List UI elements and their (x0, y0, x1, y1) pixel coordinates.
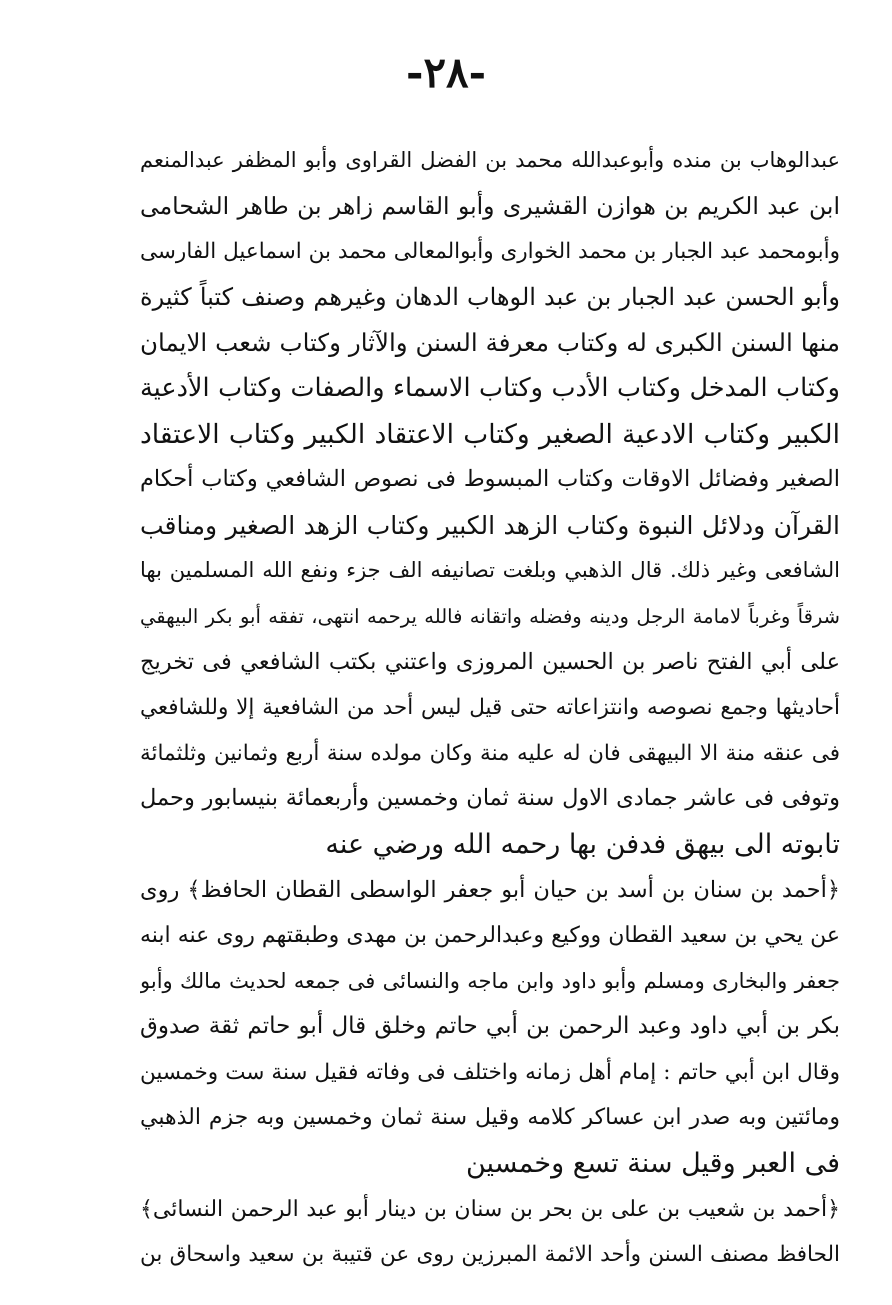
body-text (140, 138, 840, 1278)
text-line: وكتاب المدخل وكتاب الأدب وكتاب الاسماء والصفات وكتاب الأدعية (140, 372, 840, 403)
text-line: الصغير وفضائل الاوقات وكتاب المبسوط فى نصوص الشافعي وكتاب أحكام (140, 466, 840, 493)
text-line: الحافظ مصنف السنن وأحد الائمة المبرزين روى عن قتيبة بن سعيد واسحاق بن (140, 1242, 840, 1268)
text-line: ومائتين وبه صدر ابن عساكر كلامه وقيل سنة ثمان وخمسين وبه جزم الذهبي (140, 1105, 840, 1131)
text-line: وأبومحمد عبد الجبار بن محمد الخوارى وأبوالمعالى محمد بن اسماعيل الفارسى (140, 239, 840, 265)
text-line: الشافعى وغير ذلك. قال الذهبي وبلغت تصانيفه الف جزء ونفع الله المسلمين بها (140, 558, 840, 583)
text-line: ابن عبد الكريم بن هوازن القشيرى وأبو القاسم زاهر بن طاهر الشحامى (140, 191, 840, 220)
text-line: وتوفى فى عاشر جمادى الاول سنة ثمان وخمسين وأربعمائة بنيسابور وحمل (140, 785, 840, 812)
text-line: عن يحي بن سعيد القطان ووكيع وعبدالرحمن بن مهدى وطبقتهم روى عنه ابنه (140, 923, 840, 949)
entry-heading-line: ﴿أحمد بن سنان بن أسد بن حيان أبو جعفر الواسطى القطان الحافظ﴾ روى (140, 876, 840, 903)
text-line: منها السنن الكبرى له وكتاب معرفة السنن والآثار وكتاب شعب الايمان (140, 328, 840, 358)
text-line: بكر بن أبي داود وعبد الرحمن بن أبي حاتم وخلق قال أبو حاتم ثقة صدوق (140, 1013, 840, 1040)
entry-heading-line: ﴿أحمد بن شعيب بن على بن بحر بن سنان بن دينار أبو عبد الرحمن النسائى﴾ (140, 1196, 840, 1222)
text-line: عبدالوهاب بن منده وأبوعبدالله محمد بن الفضل القراوى وأبو المظفر عبدالمنعم (140, 148, 840, 172)
text-line: الكبير وكتاب الادعية الصغير وكتاب الاعتقاد الكبير وكتاب الاعتقاد (140, 418, 840, 450)
text-line: القرآن ودلائل النبوة وكتاب الزهد الكبير وكتاب الزهد الصغير ومناقب (140, 510, 840, 540)
text-line: وأبو الحسن عبد الجبار بن عبد الوهاب الدهان وغيرهم وصنف كتباً كثيرة (140, 282, 840, 311)
text-line: جعفر والبخارى ومسلم وأبو داود وابن ماجه والنسائى فى جمعه لحديث مالك وأبو (140, 968, 840, 993)
text-line: أحاديثها وجمع نصوصه وانتزاعاته حتى قيل ليس أحد من الشافعية إلا وللشافعي (140, 695, 840, 721)
page-number: -٢٨- (406, 48, 486, 97)
text-line: فى عنقه منة الا البيهقى فان له عليه منة وكان مولده سنة أربع وثمانين وثلثمائة (140, 740, 840, 766)
text-line: وقال ابن أبي حاتم : إمام أهل زمانه واختلف فى وفاته فقيل سنة ست وخمسين (140, 1059, 840, 1085)
text-line: فى العبر وقيل سنة تسع وخمسين (465, 1148, 840, 1180)
text-line: شرقاً وغرباً لامامة الرجل ودينه وفضله واتقانه فالله يرحمه انتهى، تفقه أبو بكر البيهقي (140, 604, 840, 628)
text-line: على أبي الفتح ناصر بن الحسين المروزى واعتني بكتب الشافعي فى تخريج (140, 648, 840, 675)
text-line: تابوته الى بيهق فدفن بها رحمه الله ورضي عنه (325, 828, 840, 860)
